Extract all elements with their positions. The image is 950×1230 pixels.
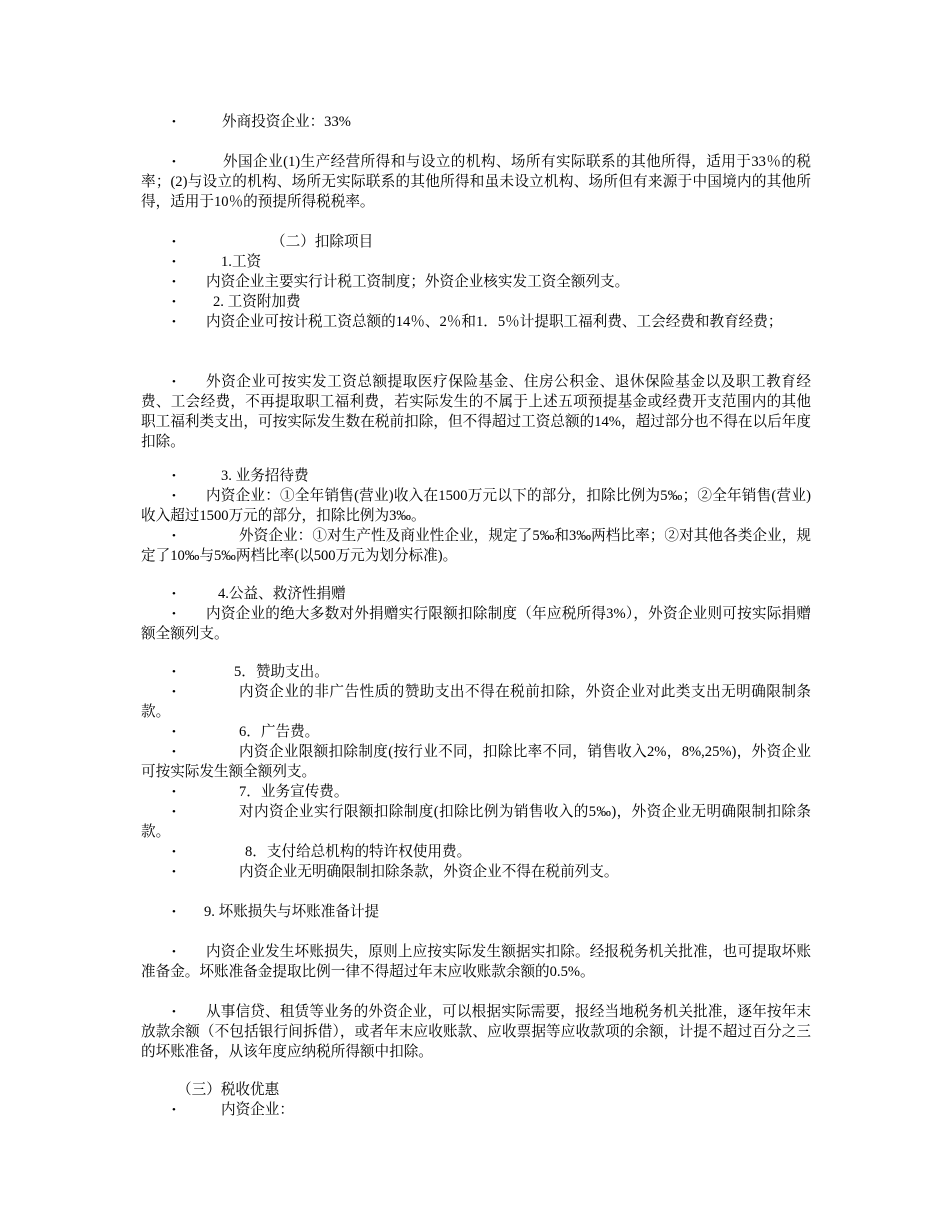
bullet: •: [172, 608, 176, 620]
subheading: 9. 坏账损失与坏账准备计提: [204, 904, 380, 920]
subheading: 5．赞助支出。: [234, 664, 329, 680]
bullet: •: [172, 786, 176, 798]
section-heading: （二）扣除项目: [271, 234, 374, 250]
bullet: •: [172, 1104, 176, 1116]
paragraph: 外资企业：①对生产性及商业性企业，规定了5‰和3‰两档比率；②对其他各类企业，规定了10‰与5‰两档比率(以500万元为划分标准)。: [141, 528, 811, 564]
section-heading: （三）税收优惠: [177, 1082, 280, 1098]
paragraph: 对内资企业实行限额扣除制度(扣除比例为销售收入的5‰)，外资企业无明确限制扣除条款。: [141, 804, 811, 840]
bullet: •: [172, 686, 176, 698]
bullet: •: [172, 236, 176, 248]
paragraph: 内资企业主要实行计税工资制度；外资企业核实发工资全额列支。: [206, 274, 630, 290]
subheading: 6．广告费。: [239, 724, 320, 740]
paragraph: 内资企业限额扣除制度(按行业不同，扣除比率不同，销售收入2%，8%,25%)，外资企业可按实际发生额全额列支。: [141, 744, 811, 780]
paragraph: 内资企业的绝大多数对外捐赠实行限额扣除制度（年应税所得3%），外资企业则可按实际捐赠额全额列支。: [141, 606, 811, 642]
bullet: •: [172, 470, 176, 482]
subheading: 2. 工资附加费: [213, 294, 301, 310]
bullet: •: [172, 726, 176, 738]
bullet: •: [172, 156, 176, 168]
bullet: •: [172, 376, 176, 388]
bullet: •: [172, 116, 176, 128]
paragraph: 从事信贷、租赁等业务的外资企业，可以根据实际需要，报经当地税务机关批准，逐年按年末放款余额（不包括银行间拆借），或者年末应收账款、应收票据等应收款项的余额，计提不超过百分之三的坏账准备，从该年度应纳税所得额中扣除。: [141, 1004, 811, 1060]
subheading: 4.公益、救济性捐赠: [218, 586, 346, 602]
paragraph: 外国企业(1)生产经营所得和与设立的机构、场所有实际联系的其他所得，适用于33％的税率；(2)与设立的机构、场所无实际联系的其他所得和虽未设立机构、场所但有来源于中国境内的其他所得，适用于10％的预提所得税税率。: [141, 154, 811, 210]
bullet: •: [172, 530, 176, 542]
paragraph: 内资企业无明确限制扣除条款，外资企业不得在税前列支。: [239, 864, 619, 880]
bullet: •: [172, 906, 176, 918]
bullet: •: [172, 316, 176, 328]
bullet: •: [172, 866, 176, 878]
bullet: •: [172, 256, 176, 268]
bullet: •: [172, 846, 176, 858]
paragraph: 外资企业可按实发工资总额提取医疗保险基金、住房公积金、退休保险基金以及职工教育经费、工会经费，不再提取职工福利费，若实际发生的不属于上述五项预提基金或经费开支范围内的其他职工福利类支出，可按实际发生数在税前扣除，但不得超过工资总额的14%，超过部分也不得在以后年度扣除。: [141, 374, 811, 450]
subheading: 3. 业务招待费: [221, 468, 309, 484]
paragraph: 内资企业：: [221, 1102, 294, 1118]
bullet: •: [172, 276, 176, 288]
bullet: •: [172, 490, 176, 502]
paragraph: 外商投资企业：33%: [222, 114, 351, 130]
bullet: •: [172, 296, 176, 308]
bullet: •: [172, 666, 176, 678]
paragraph: 内资企业：①全年销售(营业)收入在1500万元以下的部分，扣除比例为5‰；②全年销售(营业)收入超过1500万元的部分，扣除比例为3‰。: [141, 488, 811, 524]
subheading: 8．支付给总机构的特许权使用费。: [245, 844, 472, 860]
bullet: •: [172, 1006, 176, 1018]
subheading: 1.工资: [221, 254, 262, 270]
bullet: •: [172, 746, 176, 758]
paragraph: 内资企业可按计税工资总额的14％、2％和1．5％计提职工福利费、工会经费和教育经费；: [206, 314, 783, 330]
paragraph: 内资企业的非广告性质的赞助支出不得在税前扣除，外资企业对此类支出无明确限制条款。: [141, 684, 811, 720]
paragraph: 内资企业发生坏账损失，原则上应按实际发生额据实扣除。经报税务机关批准，也可提取坏账准备金。坏账准备金提取比例一律不得超过年末应收账款余额的0.5%。: [141, 944, 811, 980]
subheading: 7．业务宣传费。: [239, 784, 349, 800]
bullet: •: [172, 588, 176, 600]
bullet: •: [172, 806, 176, 818]
bullet: •: [172, 946, 176, 958]
